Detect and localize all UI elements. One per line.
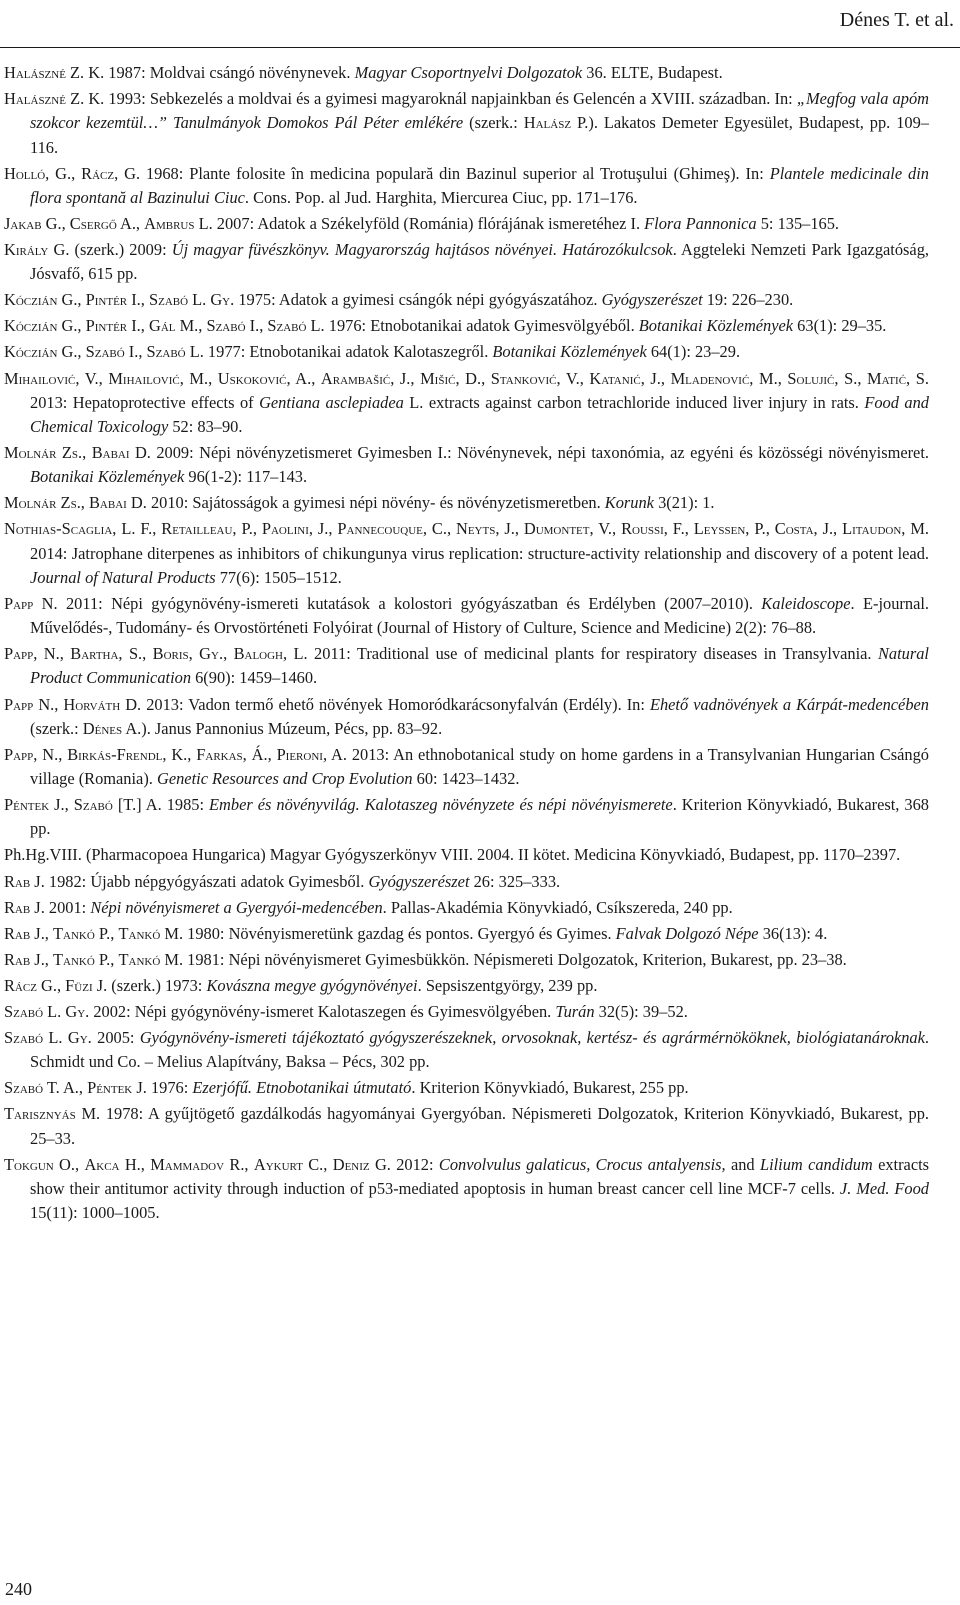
ref-text: ,: [64, 795, 74, 815]
ref-text: ,: [410, 368, 421, 388]
author-name: Király G.: [4, 239, 70, 259]
author-name: Tankó M.: [118, 923, 184, 943]
reference-entry: [4, 288, 929, 312]
author-name: Paolini, J.: [261, 519, 329, 539]
ref-text: ). Janus Pannonius Múzeum, Pécs, pp. 83–92.: [141, 718, 443, 738]
italic-title: Kaleidoscope: [761, 593, 851, 613]
italic-title: Plantele medicinale din flora spontană al Bazinului Ciuc: [30, 163, 930, 207]
author-name: Szabó L. Gy.: [4, 1002, 90, 1021]
italic-title: Ehető vadnövények a Kárpát-medencében: [649, 694, 930, 714]
ref-text: ,: [77, 342, 86, 362]
author-name: Halászné Z. K.: [4, 63, 105, 82]
author-name: Mihailović, M.: [108, 368, 209, 388]
italic-title: Falvak Dolgozó Népe: [615, 923, 759, 943]
ref-text: 26: 325–333.: [469, 871, 561, 891]
reference-entry: [4, 693, 929, 741]
ref-text: (szerk.) 2009:: [69, 239, 172, 259]
ref-text: ,: [481, 368, 491, 388]
reference-entry: [4, 592, 929, 640]
reference-entry: [4, 1102, 929, 1150]
reference-entry: [4, 1076, 929, 1100]
ref-text: 1978: A gyűjtögető gazdálkodás hagyományai Gyergyóban. Népismereti Dolgozatok, Kriterion Könyvkiadó, Bukarest, pp. 25–33.: [30, 1104, 929, 1148]
author-name: Deniz G.: [332, 1154, 391, 1174]
ref-text: 1976: Etnobotanikai adatok Gyimesvölgyéből.: [324, 316, 639, 336]
running-head: Dénes T. et al.: [839, 9, 954, 31]
ref-text: . Schmidt und Co. – Melius Alapítvány, Baksa – Pécs, 302 pp.: [30, 1028, 930, 1072]
author-name: Rab J.: [4, 949, 45, 969]
ref-text: ,: [684, 519, 694, 539]
author-name: Szabó: [73, 795, 113, 815]
ref-text: 3(21): 1.: [653, 493, 715, 513]
ref-text: ,: [208, 368, 218, 388]
ref-text: 1975: Adatok a gyimesi csángók népi gyógyászatához.: [234, 290, 602, 310]
author-name: Rácz, G.: [81, 163, 141, 183]
ref-text: ,: [82, 443, 92, 463]
italic-title: Gentiana asclepiadea: [259, 392, 404, 412]
ref-text: 1980: Növényismeretünk gazdag és pontos. Gyergyó és Gyimes.: [183, 923, 616, 943]
ref-text: ,: [765, 519, 775, 539]
ref-text: 6(90): 1459–1460.: [191, 668, 318, 688]
italic-title: J. Med. Food: [839, 1178, 929, 1198]
ref-text: ,: [446, 519, 456, 539]
reference-entry: [4, 743, 929, 791]
author-name: Mammadov R.: [150, 1154, 245, 1174]
reference-entry: [4, 793, 929, 841]
author-name: Roussi, F.: [621, 519, 685, 539]
author-name: Holló, G.: [4, 163, 72, 183]
italic-title: Ember és növényvilág. Kalotaszeg növényzete és népi növényismerete: [209, 795, 673, 815]
reference-entry: [4, 367, 929, 440]
italic-title: Genetic Resources and Crop Evolution: [157, 769, 413, 789]
reference-entry: [4, 61, 929, 85]
ref-text: ,: [98, 368, 109, 388]
ref-text: ,: [198, 316, 207, 336]
author-name: Péntek J.: [87, 1078, 147, 1098]
ref-text: 1968: Plante folosite în medicina populară din Bazinul superior al Trotuşului (Ghimeş). In:: [140, 163, 770, 183]
author-name: Rácz G.: [4, 975, 57, 995]
author-name: Szabó L.: [146, 342, 204, 362]
ref-text: ,: [244, 1154, 254, 1174]
author-name: Szabó I.: [85, 342, 139, 362]
author-name: Pieroni, A.: [276, 744, 347, 764]
reference-entry: [4, 491, 929, 515]
ref-text: ,: [138, 342, 147, 362]
ref-text: ,: [660, 368, 671, 388]
author-name: Kóczián G.: [4, 290, 78, 310]
ref-text: ,: [80, 493, 89, 513]
italic-title: Botanikai Közlemények: [30, 467, 185, 487]
ref-text: 36. ELTE, Budapest.: [582, 63, 723, 82]
ref-text: 2011: Népi gyógynövény-ismereti kutatások a kolostori gyógyászatban és Erdélyben (2007–2010).: [57, 593, 762, 613]
ref-text: Ph.Hg.VIII. (Pharmacopoea Hungarica) Magyar Gyógyszerkönyv VIII. 2004. II kötet. Medicina Könyvkiadó, Budapest, pp. 1170–2397.: [4, 845, 901, 865]
reference-entry: [4, 1026, 929, 1074]
author-name: Nothias-Scaglia, L. F.: [4, 519, 153, 539]
author-name: Molnár Zs.: [4, 443, 83, 463]
author-name: Szabó L. Gy.: [4, 1028, 92, 1048]
ref-text: and: [725, 1154, 760, 1174]
author-name: Rab J.: [4, 871, 45, 891]
ref-text: 2005:: [91, 1028, 140, 1048]
author-name: Csergő A.: [69, 213, 136, 233]
author-name: Tankó P.: [53, 949, 111, 969]
ref-text: ,: [223, 644, 234, 664]
ref-text: ,: [135, 213, 145, 233]
ref-text: ,: [110, 949, 119, 969]
ref-text: 1987: Moldvai csángó növénynevek.: [104, 63, 355, 82]
italic-title: Turán: [555, 1002, 595, 1021]
ref-text: ,: [59, 644, 71, 664]
author-name: Tankó P.: [53, 923, 111, 943]
ref-text: . Kriterion Könyvkiadó, Bukarest, 368 pp.: [30, 795, 929, 839]
header-rule: [0, 47, 960, 48]
ref-text: ,: [58, 744, 68, 764]
ref-text: ,: [187, 744, 197, 764]
ref-text: 77(6): 1505–1512.: [215, 567, 342, 587]
ref-text: ,: [152, 519, 162, 539]
ref-text: (szerk.) 1973:: [107, 975, 207, 995]
ref-text: 64(1): 23–29.: [646, 342, 741, 362]
ref-text: extracts show their antitumor activity through induction of p53-mediated apoptosis in human breast cancer cell line MCF-7 cells.: [30, 1154, 930, 1198]
ref-text: ,: [833, 519, 843, 539]
ref-text: ,: [259, 316, 268, 336]
ref-text: ,: [777, 368, 788, 388]
ref-text: ,: [140, 316, 149, 336]
italic-title: Korunk: [604, 493, 654, 513]
ref-text: [T.] A. 1985:: [112, 795, 210, 815]
author-name: Babai D.: [89, 493, 147, 513]
reference-list: [4, 61, 929, 1227]
reference-entry: [4, 974, 929, 998]
ref-text: 2012:: [390, 1154, 439, 1174]
reference-entry: [4, 948, 929, 972]
ref-text: 2011: Traditional use of medicinal plants for respiratory diseases in Transylvania.: [307, 644, 878, 664]
author-name: Papp, N.: [4, 744, 59, 764]
author-name: Akca H.: [84, 1154, 141, 1174]
author-name: Jakab G.: [4, 213, 62, 233]
italic-title: Botanikai Közlemények: [492, 342, 647, 362]
author-name: Arambašić, J.: [320, 368, 411, 388]
author-name: Kóczián G.: [4, 316, 78, 336]
reference-entry: [4, 870, 929, 894]
italic-title: Journal of Natural Products: [30, 567, 216, 587]
reference-entry: [4, 314, 929, 338]
italic-title: „Megfog vala apóm szokcor kezemtül…” Tanulmányok Domokos Pál Péter emlékére: [30, 89, 929, 133]
ref-text: . Cons. Pop. al Jud. Harghita, Miercurea Ciuc, pp. 171–176.: [244, 187, 638, 207]
ref-text: 36(13): 4.: [758, 923, 828, 943]
ref-text: (szerk.:: [463, 113, 524, 133]
ref-text: ,: [579, 368, 590, 388]
author-name: Papp N.: [4, 694, 55, 714]
reference-entry: [4, 843, 929, 867]
author-name: Balogh, L.: [233, 644, 308, 664]
author-name: Rab J.: [4, 923, 45, 943]
reference-entry: [4, 896, 929, 920]
author-name: Pintér I.: [85, 316, 141, 336]
author-name: Pintér I.: [85, 290, 141, 310]
author-name: Aykurt C.: [253, 1154, 324, 1174]
ref-text: ,: [54, 694, 64, 714]
author-name: Retailleau, P.: [161, 519, 253, 539]
ref-text: . Aggteleki Nemzeti Park Igazgatóság, Jósvafő, 615 pp.: [30, 239, 929, 284]
ref-text: (szerk.:: [30, 718, 83, 738]
reference-entry: [4, 517, 929, 590]
italic-title: Gyógyszerészet: [368, 871, 470, 891]
ref-text: ,: [77, 290, 86, 310]
author-name: Halászné Z. K.: [4, 89, 105, 109]
ref-text: ,: [56, 975, 66, 995]
author-name: Péntek J.: [4, 795, 65, 815]
author-name: Szabó L.: [267, 316, 325, 336]
ref-text: ,: [140, 1154, 151, 1174]
ref-text: 1981: Népi növényismeret Gyimesbükkön. Népismereti Dolgozatok, Kriterion, Bukarest, pp. 23–38.: [183, 949, 847, 969]
author-name: Füzi J.: [65, 975, 108, 995]
ref-text: 2001:: [44, 897, 91, 917]
ref-text: 1977: Etnobotanikai adatok Kalotaszegről.: [203, 342, 493, 362]
ref-text: ,: [44, 923, 53, 943]
author-name: Papp N.: [4, 593, 58, 613]
ref-text: 96(1-2): 117–143.: [184, 467, 308, 487]
ref-text: 15(11): 1000–1005.: [30, 1203, 160, 1223]
author-name: Dumontet, V.: [523, 519, 613, 539]
ref-text: 2013: Vadon termő ehető növények Homoródkarácsonyfalván (Erdély). In:: [141, 694, 650, 714]
italic-title: Gyógynövény-ismereti tájékoztató gyógyszerészeknek, orvosoknak, kertész- és agrármérnököknek, biológiatanároknak: [139, 1028, 925, 1048]
author-name: Babai D.: [91, 443, 151, 463]
italic-title: Food and Chemical Toxicology: [30, 392, 929, 436]
author-name: Birkás-Frendl, K.: [67, 744, 188, 764]
author-name: Litaudon, M.: [842, 519, 930, 539]
ref-text: ,: [77, 316, 86, 336]
ref-text: ,: [612, 519, 622, 539]
reference-entry: [4, 441, 929, 489]
italic-title: Gyógyszerészet: [601, 290, 703, 310]
reference-entry: [4, 238, 929, 286]
author-name: Stanković, V.: [490, 368, 580, 388]
ref-text: ,: [78, 1078, 88, 1098]
italic-title: Flora Pannonica: [644, 213, 757, 233]
ref-text: 32(5): 39–52.: [594, 1002, 688, 1021]
reference-entry: [4, 1000, 929, 1024]
author-name: Papp, N.: [4, 644, 60, 664]
author-name: Solujić, S.: [787, 368, 858, 388]
reference-entry: [4, 922, 929, 946]
author-name: Szabó T. A.: [4, 1078, 79, 1098]
author-name: Mišić, D.: [420, 368, 482, 388]
ref-text: ,: [61, 213, 70, 233]
author-name: Leyssen, P.: [693, 519, 766, 539]
author-name: Tokgun O.: [4, 1154, 75, 1174]
italic-title: Magyar Csoportnyelvi Dolgozatok: [354, 63, 583, 82]
reference-entry: [4, 340, 929, 364]
ref-text: ). Lakatos Demeter Egyesület, Budapest, pp. 109–116.: [30, 113, 929, 157]
italic-title: Kovászna megye gyógynövényei: [206, 975, 418, 995]
ref-text: 60: 1423–1432.: [412, 769, 520, 789]
reference-entry: [4, 212, 929, 236]
ref-text: ,: [267, 744, 277, 764]
author-name: Ambrus L.: [144, 213, 213, 233]
author-name: Tankó M.: [118, 949, 184, 969]
ref-text: ,: [44, 949, 53, 969]
italic-title: Lilium candidum: [759, 1154, 873, 1174]
author-name: Bartha, S.: [70, 644, 143, 664]
ref-text: 63(1): 29–35.: [793, 316, 887, 336]
author-name: Mihailović, V.: [4, 368, 99, 388]
ref-text: ,: [140, 290, 149, 310]
ref-text: . Sepsiszentgyörgy, 239 pp.: [417, 975, 598, 995]
author-name: Kóczián G.: [4, 342, 78, 362]
ref-text: ,: [75, 1154, 85, 1174]
author-name: Uskoković, A.: [217, 368, 312, 388]
ref-text: 2013: Hepatoprotective effects of: [30, 392, 260, 412]
author-name: Pannecouque, C.: [337, 519, 447, 539]
author-name: Farkas, Á.: [196, 744, 268, 764]
ref-text: ,: [514, 519, 524, 539]
page-number: 240: [5, 1579, 32, 1599]
author-name: Halász P.: [523, 113, 589, 133]
ref-text: ,: [142, 644, 153, 664]
reference-entry: [4, 162, 929, 210]
ref-text: ,: [311, 368, 321, 388]
ref-text: 2014: Jatrophane diterpenes as inhibitors of chikungunya virus replication: structure-activity relationship and discovery of a potent lead.: [30, 543, 929, 563]
reference-entry: [4, 87, 929, 160]
italic-title: Új magyar füvészkönyv. Magyarország hajtásos növényei. Határozókulcsok: [171, 239, 673, 259]
ref-text: L. extracts against carbon tetrachloride induced liver injury in rats.: [403, 392, 865, 412]
italic-title: Natural Product Communication: [30, 644, 929, 688]
ref-text: ,: [857, 368, 868, 388]
ref-text: ,: [252, 519, 262, 539]
ref-text: 1982: Újabb népgyógyászati adatok Gyimesből.: [44, 871, 369, 891]
italic-title: Ezerjófű. Etnobotanikai útmutató: [192, 1078, 412, 1098]
author-name: Molnár Zs.: [4, 493, 81, 513]
ref-text: . E-journal. Művelődés-, Tudomány- és Orvostörténeti Folyóirat (Journal of History of Culture, Science and Medicine) 2(2): 76–88.: [30, 593, 929, 638]
ref-text: 52: 83–90.: [168, 416, 243, 436]
reference-entry: [4, 642, 929, 690]
ref-text: 5: 135–165.: [756, 213, 840, 233]
author-name: Matić, S.: [867, 368, 929, 388]
author-name: Costa, J.: [774, 519, 834, 539]
ref-text: 1993: Sebkezelés a moldvai és a gyimesi magyaroknál napjainkban és Gelencén a XVIII. században. In:: [104, 89, 797, 109]
author-name: Katanić, J.: [589, 368, 661, 388]
author-name: Szabó L. Gy.: [148, 290, 235, 310]
ref-text: 2010: Sajátosságok a gyimesi népi növény- és növényzetismeretben.: [146, 493, 605, 513]
ref-text: 2013: An ethnobotanical study on home gardens in a Transylvanian Hungarian Csángó village (Romania).: [30, 744, 929, 789]
italic-title: Népi növényismeret a Gyergyói-medencében: [90, 897, 383, 917]
author-name: Boris, Gy.: [152, 644, 224, 664]
author-name: Horváth D.: [63, 694, 142, 714]
ref-text: 2007: Adatok a Székelyföld (Románia) flórájának ismeretéhez I.: [212, 213, 645, 233]
ref-text: 2009: Népi növényzetismeret Gyimesben I.: Növénynevek, népi taxonómia, az egyéni és közösségi növényismeret.: [150, 443, 929, 463]
reference-entry: [4, 1153, 929, 1226]
ref-text: ,: [328, 519, 338, 539]
ref-text: ,: [110, 923, 119, 943]
ref-text: . Pallas-Akadémia Könyvkiadó, Csíkszereda, 240 pp.: [382, 897, 733, 917]
author-name: Gál M.: [148, 316, 199, 336]
author-name: Dénes A.: [82, 718, 142, 738]
author-name: Mladenović, M.: [670, 368, 778, 388]
author-name: Rab J.: [4, 897, 45, 917]
author-name: Tarisznyás M.: [4, 1104, 101, 1124]
ref-text: . Kriterion Könyvkiadó, Bukarest, 255 pp.: [411, 1078, 689, 1098]
italic-title: Botanikai Közlemények: [638, 316, 794, 336]
author-name: Neyts, J.: [456, 519, 515, 539]
ref-text: ,: [71, 163, 82, 183]
ref-text: 1976:: [146, 1078, 193, 1098]
ref-text: ,: [323, 1154, 333, 1174]
author-name: Szabó I.: [206, 316, 260, 336]
ref-text: 19: 226–230.: [702, 290, 794, 310]
ref-text: 2002: Népi gyógynövény-ismeret Kalotaszegen és Gyimesvölgyében.: [89, 1002, 556, 1021]
italic-title: Convolvulus galaticus, Crocus antalyensis,: [438, 1154, 726, 1174]
